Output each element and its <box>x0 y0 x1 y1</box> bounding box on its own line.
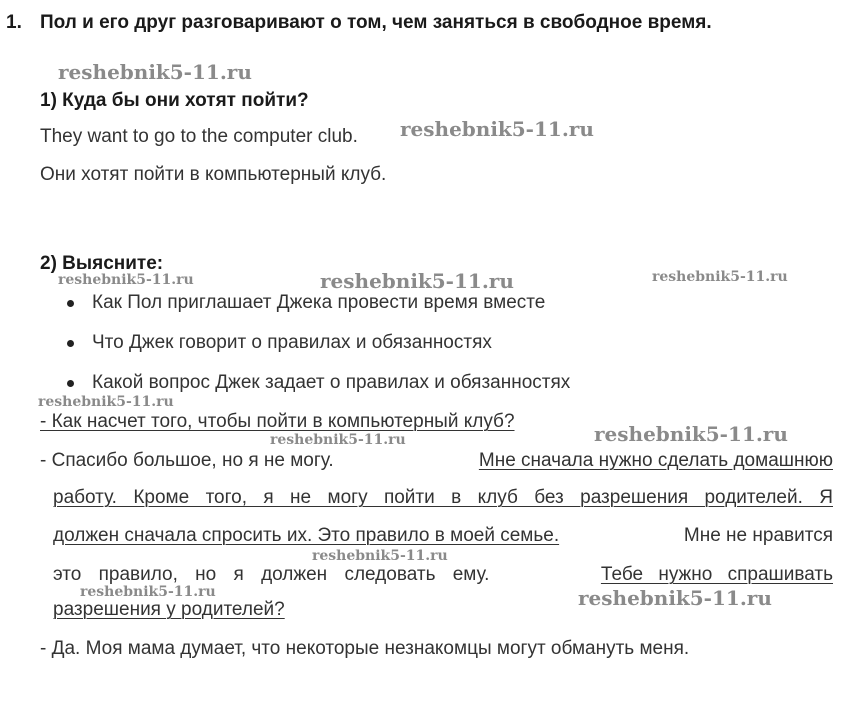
watermark: reshebnik5-11.ru <box>58 272 194 288</box>
question-2-label: 2) Выясните: <box>40 253 164 274</box>
watermark: reshebnik5-11.ru <box>400 117 594 141</box>
dialogue-line-4-underlined: должен сначала спросить их. Это правило в моей семье. <box>53 525 560 546</box>
question-1-label: 1) Куда бы они хотят пойти? <box>40 90 309 111</box>
dialogue-line-6: разрешения у родителей? <box>53 599 285 620</box>
dialogue-line-4 <box>53 525 833 547</box>
dialogue-line-2 <box>40 450 833 472</box>
watermark: reshebnik5-11.ru <box>578 586 772 610</box>
dialogue-line-1: - Как насчет того, чтобы пойти в компьютерный клуб? <box>40 411 515 432</box>
bullet-dot-icon <box>67 340 74 347</box>
watermark: reshebnik5-11.ru <box>320 269 514 293</box>
task-title: Пол и его друг разговаривают о том, чем заняться в свободное время. <box>40 12 712 33</box>
watermark: reshebnik5-11.ru <box>652 269 788 285</box>
bullet-dot-icon <box>67 300 74 307</box>
bullet-item-1: Как Пол приглашает Джека провести время вместе <box>92 292 546 313</box>
dialogue-line-2-prefix: - Спасибо большое, но я не могу. <box>40 450 334 471</box>
task-number: 1. <box>6 12 22 33</box>
bullet-item-3: Какой вопрос Джек задает о правилах и обязанностях <box>92 372 571 393</box>
watermark: reshebnik5-11.ru <box>80 584 216 600</box>
dialogue-line-5-plain: это правило, но я должен следовать ему. <box>53 564 490 585</box>
dialogue-line-7: - Да. Моя мама думает, что некоторые незнакомцы могут обмануть меня. <box>40 638 690 659</box>
dialogue-line-5-underlined: Тебе нужно спрашивать <box>600 564 833 585</box>
watermark: reshebnik5-11.ru <box>594 422 788 446</box>
answer-1-english: They want to go to the computer club. <box>40 126 358 147</box>
answer-1-russian: Они хотят пойти в компьютерный клуб. <box>40 164 387 185</box>
dialogue-line-2-underlined: Мне сначала нужно сделать домашнюю <box>478 450 833 471</box>
bullet-dot-icon <box>67 380 74 387</box>
watermark: reshebnik5-11.ru <box>58 60 252 84</box>
watermark: reshebnik5-11.ru <box>270 432 406 448</box>
dialogue-line-5 <box>53 564 833 586</box>
bullet-item-2: Что Джек говорит о правилах и обязанностях <box>92 332 492 353</box>
watermark: reshebnik5-11.ru <box>38 394 174 410</box>
dialogue-line-3: работу. Кроме того, я не могу пойти в клуб без разрешения родителей. Я <box>53 487 833 508</box>
watermark: reshebnik5-11.ru <box>312 548 448 564</box>
dialogue-line-4-rest: Мне не нравится <box>683 525 833 546</box>
